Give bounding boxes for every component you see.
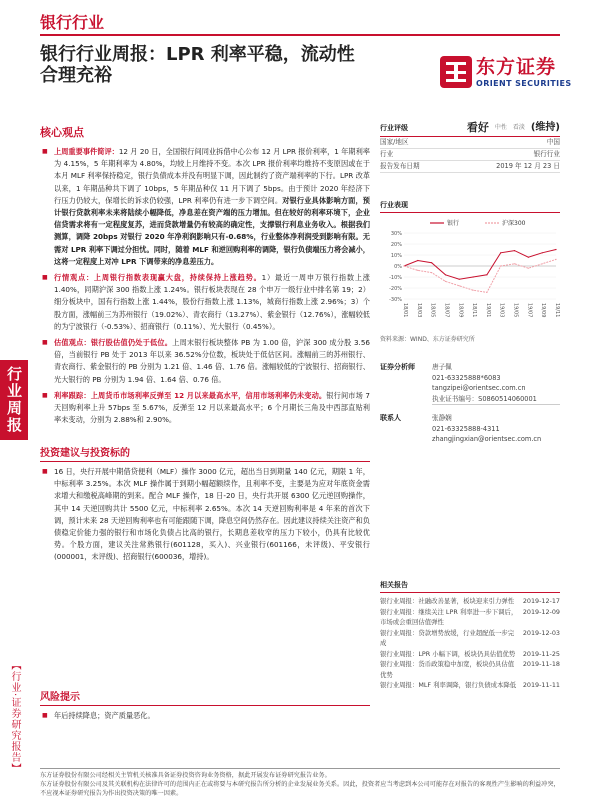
chart-source: 资料来源：WIND、东方证券研究所	[380, 336, 475, 343]
x-tick-label: 19/03	[498, 303, 505, 318]
data-point	[486, 292, 487, 293]
data-point	[417, 270, 418, 271]
chart-title: 行业表现	[380, 200, 560, 213]
data-point	[431, 262, 432, 263]
data-point	[555, 259, 556, 260]
y-tick-label: 20%	[390, 242, 402, 248]
x-tick-label: 19/07	[526, 303, 533, 318]
legend-label: 银行	[447, 220, 460, 227]
data-point	[431, 272, 432, 273]
analyst-section	[380, 362, 560, 445]
data-point	[555, 249, 556, 250]
rating-label: 行业评级	[380, 124, 408, 132]
company-logo	[440, 52, 572, 102]
sidebar	[0, 360, 30, 780]
data-point	[472, 290, 473, 291]
risk-section	[40, 688, 370, 722]
footer-line-1: 东方证券股份有限公司经相关主管机关核准具备证券投资咨询业务资格，据此开展发布证券研究报告业务。	[40, 772, 331, 779]
core-bullet-4: ■ 利率跟踪：上周货币市场利率反弹至 12 月以来最高水平，信用市场利率仍未变动。银行间市场 7 天回购利率上升 57bps 至 5.67%，反弹至 12 月以来最高水平；6 个月期长三角及中西部直贴利率未变动，分别为 2.88%和 2.90%。	[40, 390, 370, 427]
performance-chart-section	[380, 200, 560, 343]
footer-line-2: 东方证券股份有限公司及其关联机构在法律许可的范围内正在或将要与本研究报告所分析的企业发展业务关系。因此，投资者应当考虑到本公司可能存在对报告的客观性产生影响的利益冲突，不应视本证券研究报告为作出投资决策的唯一因素。	[40, 781, 560, 797]
data-point	[528, 268, 529, 269]
main-column	[40, 120, 370, 426]
related-report-item[interactable]: 银行业周报：LPR 小幅下调，板块仍具估值优势 2019-11-25	[380, 649, 560, 658]
data-point	[514, 250, 515, 251]
contact-email[interactable]: zhangjingxian@orientsec.com.cn	[432, 435, 542, 443]
data-point	[542, 252, 543, 253]
core-bullets	[40, 146, 370, 426]
data-point	[500, 252, 501, 253]
rating-value: 看好	[466, 121, 489, 134]
data-point	[542, 263, 543, 264]
rating-option-negative: 看淡	[512, 124, 525, 131]
footer	[40, 768, 560, 798]
y-tick-label: -20%	[389, 286, 402, 292]
logo-cn: 东方证券	[476, 56, 557, 78]
related-report-item[interactable]: 银行业周报：继续关注 LPR 利率进一步下调后，市场或会重回估值弹性 2019-12-09	[380, 607, 560, 626]
core-bullet-2: ■ 行情观点：上周银行指数表现赢大盘，持续保持上涨趋势。1）最近一周申万银行指数上涨 1.40%，同期沪深 300 指数上涨 1.24%。银行板块表现在 28 个申万一级行业中排名第 19；2）细分板块中，国有行指数上涨 1.44%，股份行指数上涨 1.13%，城商行指数上涨 2.96%；3）个股方面，涨幅前三为苏州银行（19.02%）、青农商行（13.27%）、紫金银行（12.76%），涨幅较低的为宁波银行（-0.53%）、招商银行（0.11%）、光大银行（0.45%）。	[40, 272, 370, 333]
x-tick-label: 18/11	[471, 303, 478, 318]
sector-label: 银行行业	[40, 13, 105, 32]
report-title: 银行行业周报：LPR 利率平稳，流动性合理充裕	[40, 44, 355, 86]
data-point	[528, 257, 529, 258]
related-report-item[interactable]: 银行业周报：社融改善显著，板块迎来引力弹性 2019-12-17	[380, 597, 560, 605]
performance-chart	[380, 213, 560, 328]
data-point	[445, 281, 446, 282]
rating-box	[380, 120, 560, 173]
contact-label: 联系人	[380, 414, 401, 422]
analyst-license: 执业证书编号：S0860514060001	[432, 394, 560, 406]
y-tick-label: 0%	[394, 264, 402, 270]
risk-heading: 风险提示	[40, 688, 370, 706]
data-point	[472, 276, 473, 277]
sidebar-report-type: 行业周报	[0, 360, 28, 440]
analyst-phone: 021-63325888*6083	[432, 373, 501, 382]
related-heading: 相关报告	[380, 580, 560, 593]
x-tick-label: 18/05	[429, 303, 436, 318]
y-tick-label: 30%	[390, 231, 402, 237]
info-row: 报告发布日期 2019 年 12 月 23 日	[380, 161, 560, 173]
data-point	[514, 263, 515, 264]
related-report-item[interactable]: 银行业周报：贷款增势放缓，行业超配低一步完成 2019-12-03	[380, 628, 560, 647]
core-bullet-1: ■ 上周重要事件简评：12 月 20 日，全国银行间同业拆借中心公布 12 月 LPR 报价利率，1 年期利率为 4.15%，5 年期利率为 4.80%，均较上月维持不变。本次 LPR 报价利率均维持不变原因或在于本月 MLF 利率保持稳定，银行负债成本并没有明显下调，因此制约了资产端利率的下行。LPR 改革以来，1 年期品种共下调了 10bps，5 年期品种仅 11 月下调了 5bps。由于预计 2020 年经济下行压力仍较大，保增长的诉求仍较强，LPR 利率仍有进一步下调空间。对银行业具体影响方面，预计银行贷款利率未来将陆续小幅降低，净息差在资产端的压力增加。但在较好的利率环境下，企业信贷需求将有一定程度复苏，进而贷款增量仍有较高的确定性，支撑银行利息业务收入。根据我们测算，调降 20bps 对银行 2020 年净利润影响只有-0.68%，行业整体净利润受到影响有限。无需对 LPR 利率下调过分担忧。同时，随着 MLF 和逆回购利率的调降，银行负债端压力将会减小，这将一定程度上对冲 LPR 下调带来的净息差压力。	[40, 146, 370, 268]
data-point	[445, 274, 446, 275]
logo-en: ORIENT SECURITIES	[476, 79, 572, 88]
invest-heading: 投资建议与投资标的	[40, 444, 370, 462]
core-bullet-3: ■ 估值观点：银行股估值仍处于低位。上周末银行板块整体 PB 为 1.00 倍，沪深 300 成分股 3.56 倍，当前银行 PB 处于 2013 年以来 36.52%分位数，板块处于低估区间。涨幅前三的苏州银行、青农商行、紫金银行的 PB 分别为 1.21 倍、1.46 倍、1.76 倍。涨幅较低的宁波银行、招商银行、光大银行的 PB 分别为 1.94 倍、1.64 倍、0.76 倍。	[40, 337, 370, 386]
analyst-name: 唐子佩	[432, 363, 452, 371]
invest-text: ■ 16 日，央行开展中期借贷便利（MLF）操作 3000 亿元，超出当日到期量 140 亿元，期限 1 年，中标利率 3.25%。本次 MLF 操作属于到期小幅超额续作，且利率不变，主要是为应对年底资金需求增大和缴税高峰期的到来。配合 MLF 操作，18 日-20 日，央行共开展 6300 亿元逆回购操作，其中 14 天逆回购共计 5500 亿元，中标利率 2.65%。本次 14 天逆回购利率是 4 年来的首次下调，预计未来 28 天逆回购利率也有可能跟随下调，降息空间仍然存在。因此建议持续关注资产和负债稳定价能力强的银行和市场化负债占比高的银行，长期息差收窄的压力下较小，仍具有比较优势。个股方面，建议关注常熟银行(601128，买入)、兴业银行(601166，未评级)、平安银行(000001，未评级)、招商银行(600036，增持)。	[40, 466, 370, 564]
y-tick-label: -30%	[389, 297, 402, 303]
data-point	[403, 265, 404, 266]
analyst-label: 证券分析师	[380, 363, 415, 371]
x-tick-label: 19/05	[512, 303, 519, 318]
info-row: 行业 银行行业	[380, 149, 560, 161]
rating-option-neutral: 中性	[494, 124, 507, 131]
analyst-email[interactable]: tangzipei@orientsec.com.cn	[432, 384, 526, 392]
y-tick-label: 10%	[390, 253, 402, 259]
core-heading: 核心观点	[40, 126, 84, 139]
logo-mark-icon	[440, 56, 472, 88]
series-line-0	[404, 250, 556, 280]
related-report-item[interactable]: 银行业周报：货币政策稳中加宽，板块仍具估值优势 2019-11-18	[380, 660, 560, 679]
invest-section	[40, 444, 370, 564]
data-point	[500, 265, 501, 266]
data-point	[459, 279, 460, 280]
x-tick-label: 19/11	[554, 303, 560, 318]
info-row: 国家/地区 中国	[380, 137, 560, 149]
rating-row	[380, 120, 560, 137]
contact-name: 张静娴	[432, 414, 452, 422]
contact-phone: 021-63325888-4311	[432, 424, 500, 433]
x-tick-label: 19/01	[484, 303, 491, 318]
rating-maintain: (维持)	[530, 122, 560, 133]
header-rule	[40, 34, 560, 36]
related-reports	[380, 580, 560, 691]
y-tick-label: -10%	[389, 275, 402, 281]
data-point	[417, 260, 418, 261]
data-point	[459, 285, 460, 286]
x-tick-label: 18/03	[415, 303, 422, 318]
x-tick-label: 19/09	[540, 303, 547, 318]
risk-text: ■ 年后持续降息；资产质量恶化。	[40, 710, 370, 722]
x-tick-label: 18/09	[457, 303, 464, 318]
x-tick-label: 18/07	[443, 303, 450, 318]
legend-label: 沪深300	[502, 220, 526, 227]
data-point	[486, 274, 487, 275]
sidebar-report-category: 【行业·证券研究报告】	[9, 660, 20, 775]
related-report-item[interactable]: 银行业周报：MLF 利率调降，银行负债成本降低 2019-11-11	[380, 681, 560, 689]
x-tick-label: 18/01	[402, 303, 408, 318]
